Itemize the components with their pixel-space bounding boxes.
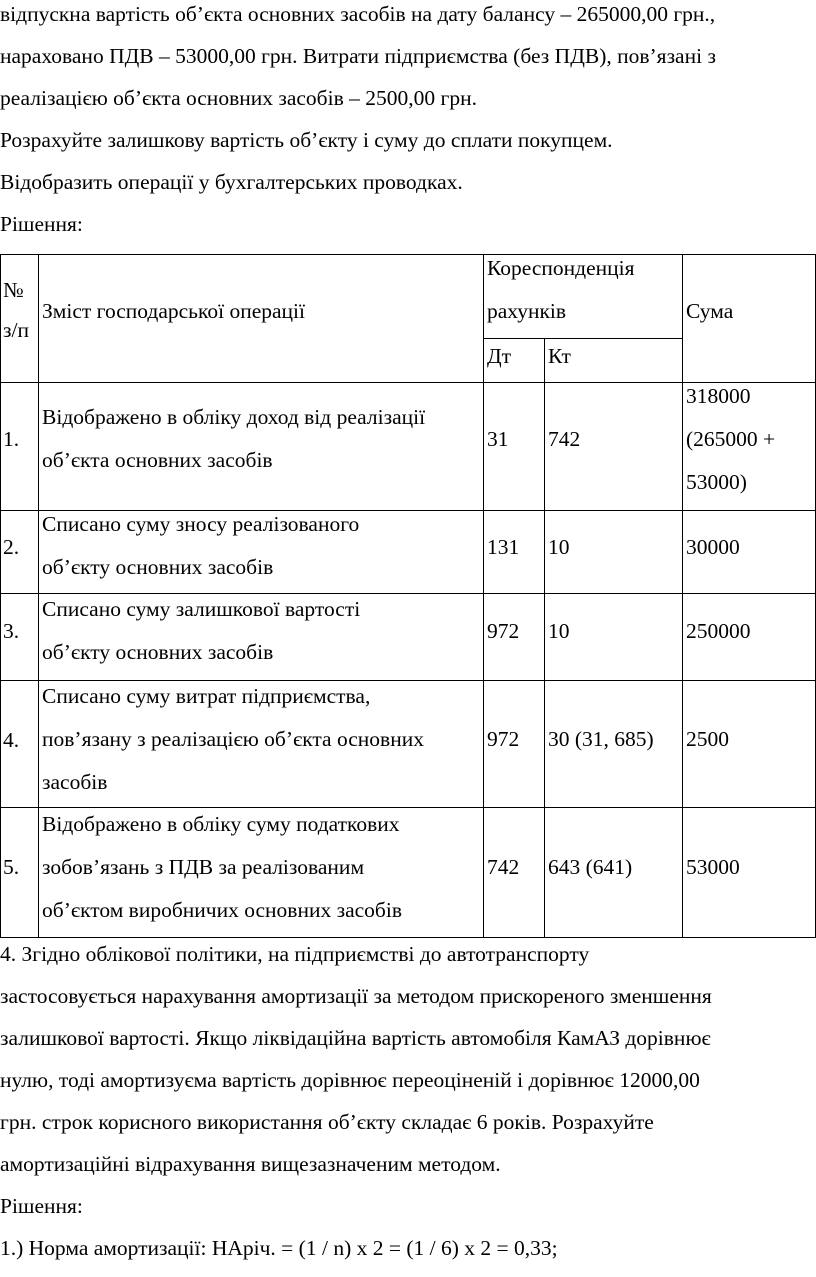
row-debit: 31 — [487, 427, 509, 451]
row-content-line: об’єкту основних засобів — [42, 640, 274, 664]
row-debit: 742 — [487, 855, 520, 879]
task4-line-1: 4. Згідно облікової політики, на підприємстві до автотранспорту — [0, 942, 590, 966]
row-credit: 10 — [548, 535, 570, 559]
row-credit: 643 (641) — [548, 855, 633, 879]
intro-line-1: відпускна вартість об’єкта основних засобів на дату балансу – 265000,00 грн., — [0, 2, 716, 26]
header-content: Зміст господарської операції — [42, 299, 305, 323]
header-sum: Сума — [686, 299, 734, 323]
row-sum-line: 318000 — [686, 384, 751, 408]
row-sum: 250000 — [686, 619, 751, 643]
row-number: 2. — [3, 535, 20, 559]
row-credit: 742 — [548, 427, 581, 451]
intro-line-3: реалізацією об’єкта основних засобів – 2500,00 грн. — [0, 86, 477, 110]
task4-line-4: нулю, тоді амортизуєма вартість дорівнює переоціненій і дорівнює 12000,00 — [0, 1068, 700, 1092]
row-content-line: Відображено в обліку суму податкових — [42, 812, 400, 836]
task4-line-3: залишкової вартості. Якщо ліквідаційна вартість автомобіля КамАЗ дорівнює — [0, 1026, 711, 1050]
row-credit: 10 — [548, 619, 570, 643]
row-content-line: Списано суму зносу реалізованого — [42, 512, 360, 536]
header-number: № — [3, 278, 24, 302]
row-content-line: Списано суму витрат підприємства, — [42, 684, 371, 708]
row-number: 5. — [3, 855, 20, 879]
row-number: 4. — [3, 728, 20, 752]
solution-label-2: Рішення: — [0, 1194, 83, 1218]
row-content-line: зобов’язань з ПДВ за реалізованим — [42, 855, 365, 879]
intro-line-2: нараховано ПДВ – 53000,00 грн. Витрати підприємства (без ПДВ), пов’язані з — [0, 44, 716, 68]
row-sum-line: (265000 + — [686, 427, 776, 451]
row-content-line: об’єктом виробничих основних засобів — [42, 898, 402, 922]
row-sum: 53000 — [686, 855, 740, 879]
row-debit: 131 — [487, 535, 520, 559]
row-sum: 2500 — [686, 727, 729, 751]
row-number: 1. — [3, 427, 20, 451]
header-credit: Кт — [548, 344, 571, 368]
task4-line-5: грн. строк корисного використання об’єкту складає 6 років. Розрахуйте — [0, 1110, 654, 1134]
row-sum: 30000 — [686, 535, 740, 559]
row-debit: 972 — [487, 727, 520, 751]
header-number-sub: з/п — [3, 318, 29, 342]
row-content-line: Списано суму залишкової вартості — [42, 597, 361, 621]
entries-table — [0, 254, 816, 938]
row-debit: 972 — [487, 619, 520, 643]
header-correspondence: Кореспонденція — [487, 256, 635, 280]
task-line-2: Відобразить операції у бухгалтерських проводках. — [0, 170, 463, 194]
row-credit: 30 (31, 685) — [548, 727, 654, 751]
row-number: 3. — [3, 619, 20, 643]
header-debit: Дт — [487, 344, 512, 368]
row-content-line: засобів — [42, 770, 108, 794]
row-content-line: пов’язану з реалізацією об’єкта основних — [42, 727, 424, 751]
formula-line: 1.) Норма амортизації: НАріч. = (1 / n) х 2 = (1 / 6) х 2 = 0,33; — [0, 1236, 558, 1260]
task4-line-6: амортизаційні відрахування вищезазначеним методом. — [0, 1152, 501, 1176]
row-content-line: об’єкта основних засобів — [42, 448, 273, 472]
task4-line-2: застосовується нарахування амортизації за методом прискореного зменшення — [0, 984, 712, 1008]
row-content-line: об’єкту основних засобів — [42, 555, 274, 579]
solution-label: Рішення: — [0, 212, 83, 236]
row-content-line: Відображено в обліку доход від реалізації — [42, 405, 426, 429]
row-sum-line: 53000) — [686, 470, 747, 494]
header-accounts: рахунків — [487, 299, 567, 323]
task-line-1: Розрахуйте залишкову вартість об’єкту і суму до сплати покупцем. — [0, 128, 613, 152]
